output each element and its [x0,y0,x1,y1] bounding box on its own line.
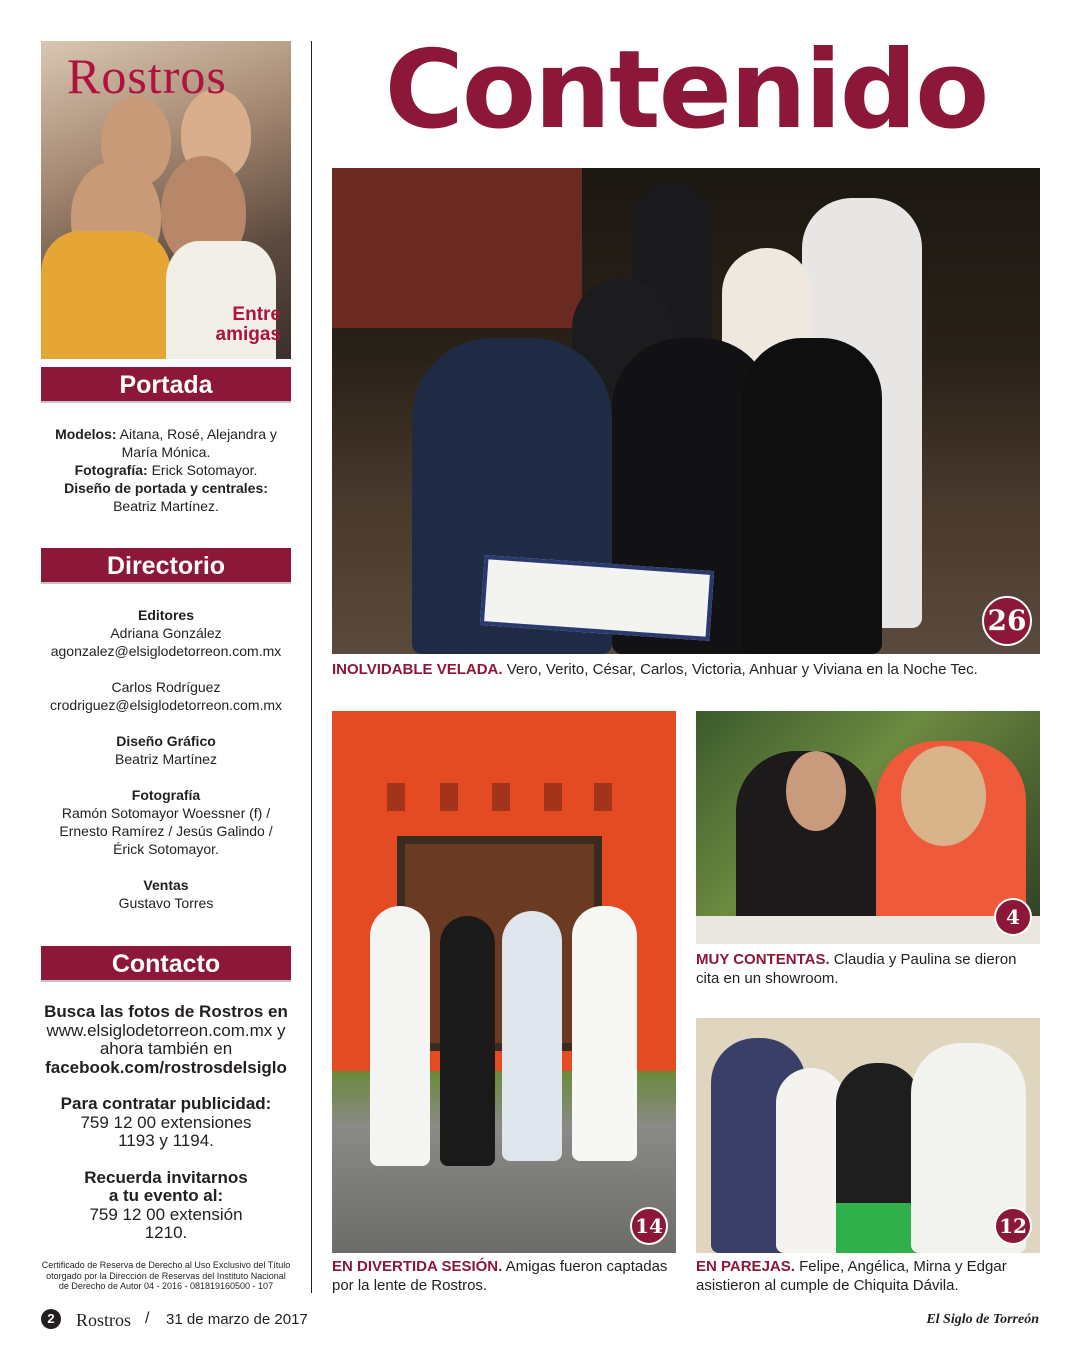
photo-beam [544,783,562,811]
caption-text: Claudia y Paulina se dieron cita en un showroom. [696,951,1017,987]
portada-photo [41,461,291,479]
publicidad-phone: 1193 y 1194. [118,1131,214,1150]
caption-text: Amigas fueron captadas por la lente de Rostros. [332,1258,668,1294]
editor-email[interactable]: crodriguez@elsiglodetorreon.com.mx [49,697,283,713]
photo-backdrop [332,168,582,328]
portada-heading: Portada [41,367,291,403]
cover-tagline [216,305,281,345]
page-badge[interactable]: 4 [994,898,1032,936]
contacto-info [41,1003,291,1261]
evento-label: Recuerda invitarnos [84,1167,248,1187]
story-photo-inolvidable-velada[interactable] [332,168,1040,654]
fotografia-label: Fotografía [131,787,201,803]
page-badge[interactable]: 26 [982,596,1032,646]
directorio-editor2 [41,678,291,714]
caption-lead: MUY CONTENTAS. [696,951,830,968]
design-label: Diseño de portada y centrales: [64,480,268,496]
directorio-diseno [41,732,291,768]
caption-lead: INOLVIDABLE VELADA. [332,661,503,678]
evento-phone: 759 12 00 extensión [89,1204,243,1224]
story-caption [696,950,1040,988]
fotografia-value: Ramón Sotomayor Woessner (f) / [61,805,271,821]
cover-tagline-line: amigas [215,324,281,345]
editor-name: Adriana González [110,625,222,641]
website-link[interactable]: www.elsiglodetorreon.com.mx y [46,1020,286,1040]
photo-figure [742,338,882,654]
caption-text: Felipe, Angélica, Mirna y Edgar asistieron al cumple de Chiquita Dávila. [696,1258,1007,1294]
story-photo-muy-contentas[interactable] [696,711,1040,944]
photo-figure [786,751,846,831]
contacto-evento [41,1169,291,1243]
photo-beam [492,783,510,811]
photo-beam [387,783,405,811]
photo-label: Fotografía: [74,462,148,478]
portada-models [41,425,291,461]
footer-date: 31 de marzo de 2017 [166,1311,308,1328]
directorio-fotografia [41,786,291,858]
photo-figure [901,746,986,846]
cover-masthead: Rostros [67,48,227,104]
photo-value: Erick Sotomayor. [151,462,258,478]
photo-figure [370,906,430,1166]
directorio-editores [41,606,291,660]
column-divider [311,41,312,1293]
story-caption [332,1257,676,1295]
editores-label: Editores [137,607,194,623]
footer-brand: Rostros [76,1310,132,1330]
photo-figure [572,906,637,1161]
caption-lead: EN DIVERTIDA SESIÓN. [332,1258,503,1275]
evento-label: a tu evento al: [108,1186,224,1205]
cover-tagline-line: Entre [232,304,281,325]
diseno-label: Diseño Gráfico [116,733,216,749]
contacto-publicidad [41,1095,291,1151]
photo-beam [440,783,458,811]
story-caption [696,1257,1040,1295]
publicidad-phone: 759 12 00 extensiones [80,1112,252,1132]
cover-clothing [41,231,171,359]
design-value: Beatriz Martínez. [113,498,219,514]
portada-credits [41,425,291,515]
photo-figure [440,916,495,1166]
models-label: Modelos: [55,426,117,442]
page-number: 2 [41,1309,61,1329]
cover-thumbnail[interactable] [41,41,291,359]
evento-phone: 1210. [144,1223,188,1242]
photo-beam [594,783,612,811]
publicidad-label: Para contratar publicidad: [60,1094,272,1113]
newspaper-logo: El Siglo de Torreón [926,1312,1039,1327]
fotografia-value: Érick Sotomayor. [113,841,219,857]
busca-text: Busca las fotos de Rostros en [44,1002,288,1021]
directorio-heading: Directorio [41,548,291,584]
story-caption [332,660,1040,679]
diseno-value: Beatriz Martínez [115,751,217,767]
page-badge[interactable]: 12 [994,1207,1032,1245]
directorio-list [41,606,291,930]
photo-figure [502,911,562,1161]
ventas-label: Ventas [143,877,189,893]
legal-notice [41,1260,291,1292]
legal-line: de Derecho de Autor 04 - 2016 - 081819160500 - 107 [58,1281,274,1291]
busca-text: ahora también en [99,1039,233,1058]
page-title: Contenido [384,28,988,153]
contacto-busca [41,1003,291,1077]
fotografia-value: Ernesto Ramírez / Jesús Galindo / [59,823,273,839]
legal-line: otorgado por la Dirección de Reservas del Instituto Nacional [46,1270,286,1281]
photo-figure [836,1203,921,1253]
editor-email[interactable]: agonzalez@elsiglodetorreon.com.mx [50,643,282,659]
caption-text: Vero, Verito, César, Carlos, Victoria, Anhuar y Viviana en la Noche Tec. [502,661,978,678]
page-badge[interactable]: 14 [630,1207,668,1245]
legal-line: Certificado de Reserva de Derecho al Uso Exclusivo del Título [41,1260,291,1270]
editor-name: Carlos Rodríguez [111,679,221,695]
facebook-link[interactable]: facebook.com/rostrosdelsiglo [45,1057,287,1077]
footer-separator: / [145,1310,150,1327]
photo-table [696,916,1040,944]
caption-lead: EN PAREJAS. [696,1258,795,1275]
directorio-ventas [41,876,291,912]
contacto-heading: Contacto [41,946,291,982]
story-photo-divertida-sesion[interactable] [332,711,676,1253]
story-photo-en-parejas[interactable] [696,1018,1040,1253]
ventas-value: Gustavo Torres [118,895,214,911]
models-value: Aitana, Rosé, Alejandra y María Mónica. [119,426,277,460]
